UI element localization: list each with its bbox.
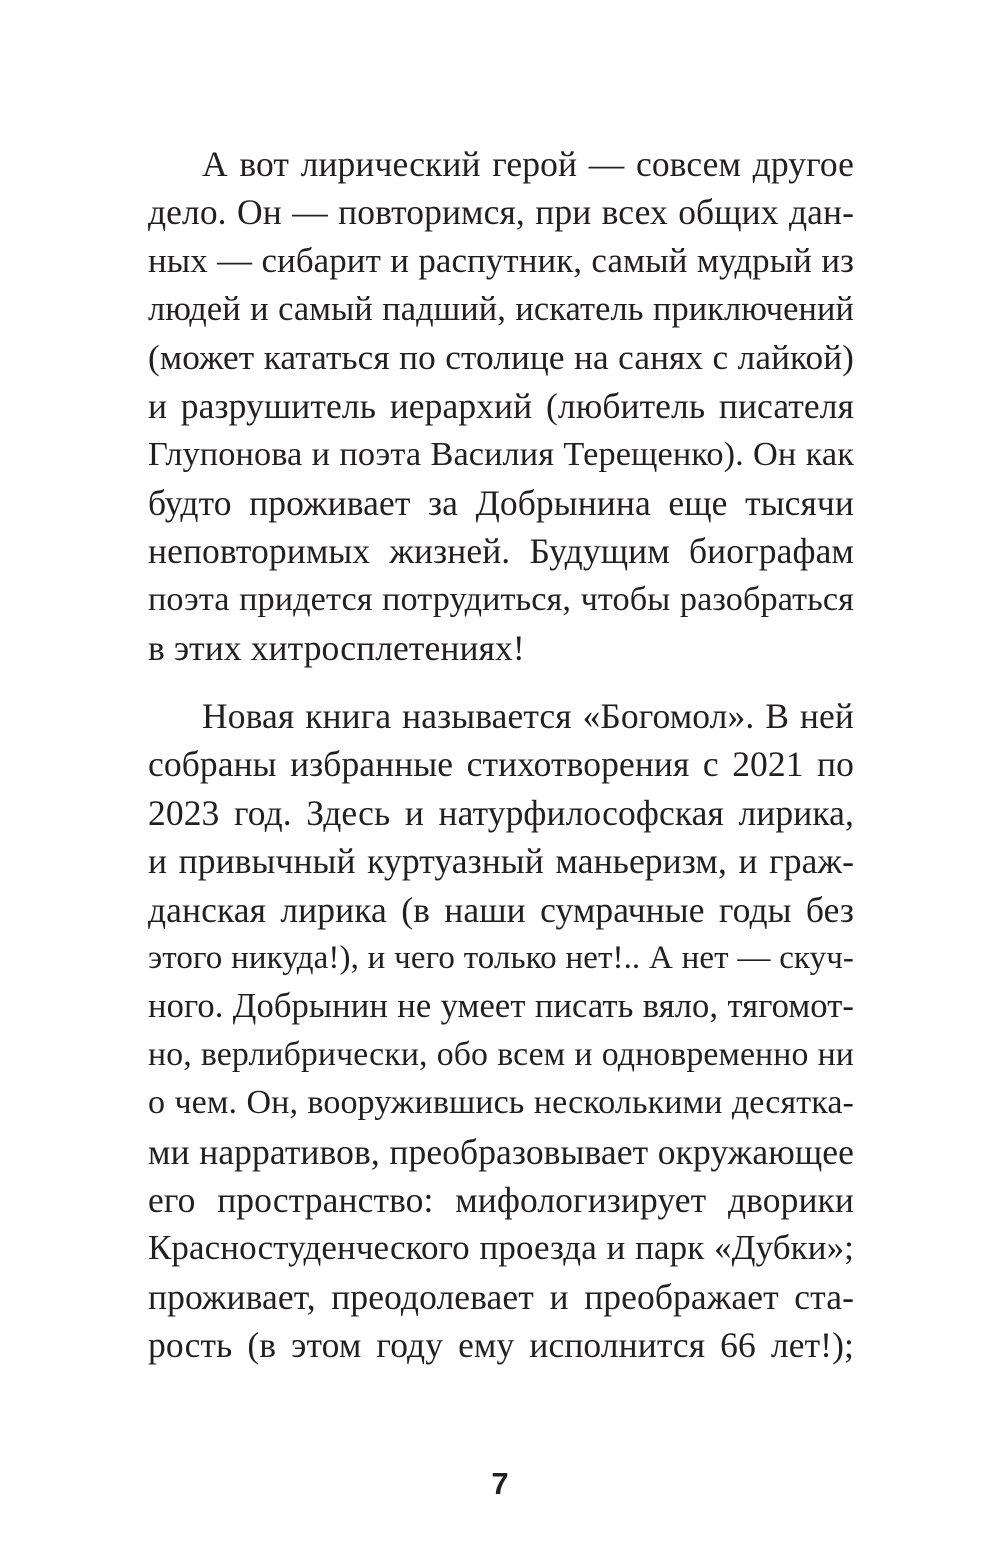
text-line: ных — сибарит и распутник, самый мудрый из [148, 240, 854, 280]
text-line: и привычный куртуазный маньеризм, и граж- [148, 841, 854, 882]
text-line: о чем. Он, вооружившись несколькими десятка- [148, 1084, 854, 1122]
text-line: Глупонова и поэта Василия Терещенко). Он как [148, 435, 854, 474]
page-number: 7 [491, 1466, 509, 1501]
text-line: будто проживает за Добрынина еще тысячи [148, 482, 854, 523]
text-line: проживает, преодолевает и преображает ста- [148, 1276, 854, 1317]
text-line: Новая книга называется «Богомол». В ней [202, 696, 854, 736]
text-line: и разрушитель иерархий (любитель писателя [148, 385, 854, 426]
paragraph-lyrical-hero [148, 140, 854, 672]
text-line: людей и самый падший, искатель приключений [148, 290, 854, 329]
paragraph-new-book [148, 692, 854, 1369]
text-line: собраны избранные стихотворения с 2021 по [148, 744, 854, 785]
text-line: Красностуденческого проезда и парк «Дубки»; [148, 1228, 854, 1268]
text-line: поэта придется потрудиться, чтобы разобраться [148, 580, 854, 618]
text-line: А вот лирический герой — совсем другое [202, 144, 854, 184]
text-line: данская лирика (в наши сумрачные годы без [148, 889, 854, 930]
text-line: его пространство: мифологизирует дворики [148, 1179, 854, 1220]
text-line: дело. Он — повторимся, при всех общих дан- [148, 192, 854, 233]
text-line: (может кататься по столице на санях с лайкой) [148, 337, 854, 377]
text-line: ного. Добрынин не умеет писать вяло, тягомот- [148, 987, 854, 1026]
text-line: ми нарративов, преобразовывает окружающее [148, 1131, 854, 1172]
text-line: но, верлибрически, обо всем и одновременно ни [148, 1035, 854, 1073]
text-line: неповторимых жизней. Будущим биографам [148, 531, 854, 572]
text-line: в этих хитросплетениях! [148, 627, 525, 668]
text-line: этого никуда!), и чего только нет!.. А нет — скуч- [148, 939, 854, 976]
text-line: рость (в этом году ему исполнится 66 лет!); [148, 1325, 854, 1366]
text-line: 2023 год. Здесь и натурфилософская лирика, [148, 792, 854, 833]
